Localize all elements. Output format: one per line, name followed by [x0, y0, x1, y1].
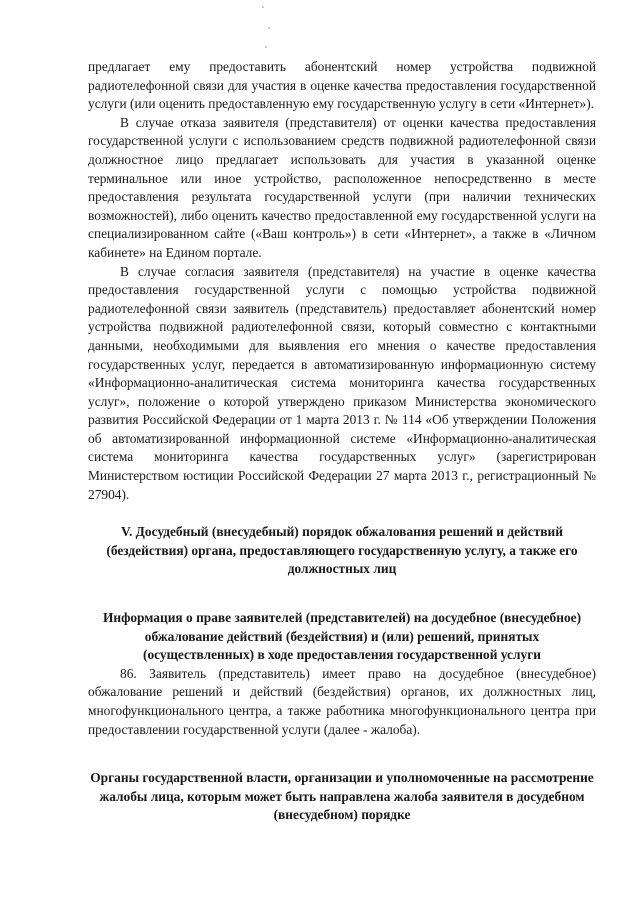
scan-speck — [268, 27, 270, 29]
document-body — [88, 58, 596, 825]
paragraph: В случае согласия заявителя (представителя) на участие в оценке качества предоставления государственной услуги с помощью устройства подвижной радиотелефонной связи заявитель (представитель) предоставляет абонентский номер устройства подвижной радиотелефонной связи, который совместно с контактными данными, необходимыми для выявления его мнения о качестве предоставления государственных услуг, передается в автоматизированную информационную систему «Информационно-аналитическая система мониторинга качества государственных услуг», положение о которой утверждено приказом Министерства экономического развития Российской Федерации от 1 марта 2013 г. № 114 «Об утверждении Положения об автоматизированной информационной системе «Информационно-аналитическая система мониторинга качества государственных услуг» (зарегистрирован Министерством юстиции Российской Федерации 27 марта 2013 г., регистрационный № 27904). — [88, 263, 596, 502]
paragraph: 86. Заявитель (представитель) имеет право на досудебное (внесудебное) обжалование решений и действий (бездействия) органов, их должностных лиц, многофункционального центра, а также работника многофункционального центра при предоставлении государственной услуги (далее - жалоба). — [88, 665, 596, 737]
scan-speck — [265, 46, 267, 48]
paragraph: предлагает ему предоставить абонентский номер устройства подвижной радиотелефонной связи для участия в оценке качества предоставления государственной услуги (или оценить предоставленную ему государственную услугу в сети «Интернет»). — [88, 59, 596, 112]
scan-speck — [262, 6, 264, 8]
subsection-heading: Информация о праве заявителей (представителей) на досудебное (внесудебное) обжалование действий (бездействия) и (или) решений, принятых (осуществленных) в ходе предоставления государственной услуги — [102, 610, 582, 663]
paragraph: В случае отказа заявителя (представителя) от оценки качества предоставления государственной услуги с использованием средств подвижной радиотелефонной связи должностное лицо предлагает использовать для участия в указанной оценке терминальное или иное устройство, расположенное непосредственно в месте предоставления результата государственной услуги (при наличии технических возможностей), либо оценить качество предоставленной ему государственной услуги на специализированном сайте («Ваш контроль») в сети «Интернет», а также в «Личном кабинете» на Едином портале. — [88, 114, 596, 260]
section-heading: V. Досудебный (внесудебный) порядок обжалования решений и действий (бездействия) органа, предоставляющего государственную услугу, а также его должностных лиц — [106, 524, 578, 577]
subsection-heading: Органы государственной власти, организации и уполномоченные на рассмотрение жалобы лица, которым может быть направлена жалоба заявителя в досудебном (внесудебном) порядке — [90, 770, 594, 823]
